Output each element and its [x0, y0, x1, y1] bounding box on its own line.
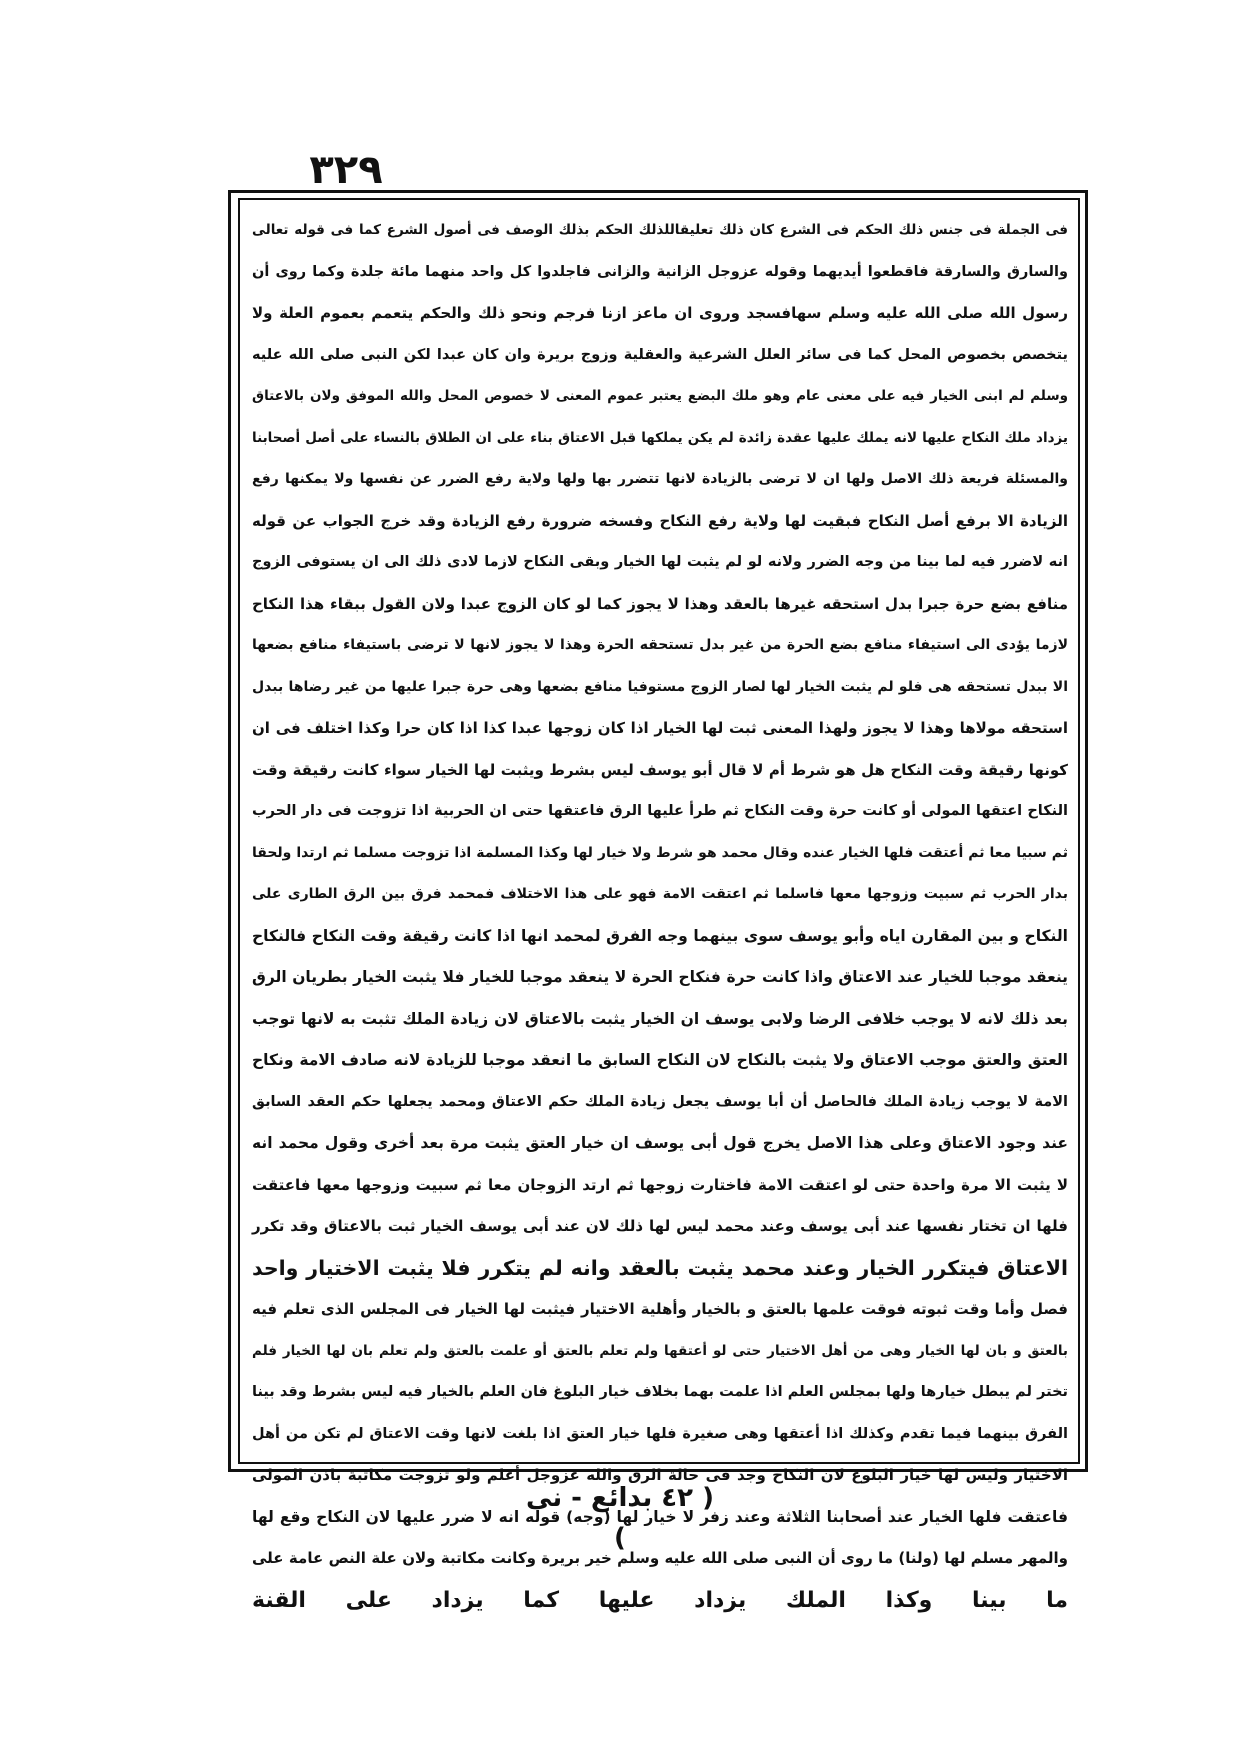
text-line: وسلم لم ابنى الخيار فيه على معنى عام وهو ملك البضع يعتبر عموم المعنى لا خصوص المحل والله الموفق ولان بالاعتاق: [252, 388, 1068, 404]
text-line: كونها رقيقة وقت النكاح هل هو شرط أم لا قال أبو يوسف ليس بشرط ويثبت لها الخيار سواء كانت رقيقة وقت: [252, 760, 1068, 779]
text-line: بعد ذلك لانه لا يوجب خلافى الرضا ولابى يوسف ان الخيار يثبت بالاعتاق لان زيادة الملك تثبت به لانها توجب: [252, 1009, 1068, 1028]
text-line: يتخصص بخصوص المحل كما فى سائر العلل الشرعية والعقلية وزوج بريرة وان كان عبدا لكن النبى صلى الله عليه: [252, 346, 1068, 363]
text-line: والمهر مسلم لها (ولنا) ما روى أن النبى صلى الله عليه وسلم خير بريرة وكانت مكاتبة ولان علة النص عامة على: [252, 1549, 1068, 1567]
text-line: بالعتق و بان لها الخيار وهى من أهل الاختيار حتى لو أعتقها ولم تعلم بالعتق أو علمت بالعتق ولم تعلم بان لها الخيار فلم: [252, 1342, 1068, 1359]
text-line: والمسئلة فريعة ذلك الاصل ولها ان لا ترضى بالزيادة لانها تتضرر بها ولها ولاية رفع الضرر عن نفسها ولا يمكنها رفع: [252, 471, 1068, 487]
text-line: تختر لم يبطل خيارها ولها بمجلس العلم اذا علمت بهما بخلاف خيار البلوغ فان العلم بالخيار فيه ليس بشرط وقد بينا: [252, 1384, 1068, 1400]
text-line: الا ببدل تستحقه هى فلو لم يثبت الخيار لها لصار الزوج مستوفيا منافع بضعها وهى حرة جبرا عليها من غير رضاها ببدل: [252, 678, 1068, 695]
text-line: الاعتاق فيتكرر الخيار وعند محمد يثبت بالعقد وانه لم يتكرر فلا يثبت الاختيار واحد: [252, 1255, 1068, 1280]
text-line: ينعقد موجبا للخيار عند الاعتاق واذا كانت حرة فنكاح الحرة لا ينعقد موجبا للخيار فلا يثبت الخيار بطريان الرق: [252, 968, 1068, 986]
text-line: لا يثبت الا مرة واحدة حتى لو اعتقت الامة فاختارت زوجها ثم ارتد الزوجان معا ثم سبيت وزوجها معها فاعتقت: [252, 1175, 1068, 1194]
text-line: النكاح و بين المقارن اياه وأبو يوسف سوى بينهما وجه الفرق لمحمد انها اذا كانت رقيقة وقت النكاح فالنكاح: [252, 926, 1068, 945]
page-number: ٣٢٩: [309, 147, 383, 193]
text-line: ما بينا وكذا الملك يزداد عليها كما يزداد على القنة: [252, 1587, 1068, 1613]
text-line: عند وجود الاعتاق وعلى هذا الاصل يخرج قول أبى يوسف ان خيار العتق يثبت مرة بعد أخرى وقول محمد انه: [252, 1134, 1068, 1152]
text-line: فلها ان تختار نفسها عند أبى يوسف وعند محمد ليس لها ذلك لان عند أبى يوسف الخيار ثبت بالاعتاق وقد تكرر: [252, 1217, 1068, 1235]
footer-signature: ( ٤٢ بدائع - نى ): [526, 1483, 714, 1553]
text-line: منافع بضع حرة جبرا بدل استحقه غيرها بالعقد وهذا لا يجوز كما لو كان الزوج عبدا ولان القول ببقاء هذا النكاح: [252, 594, 1068, 613]
text-line: استحقه مولاها وهذا لا يجوز ولهذا المعنى ثبت لها الخيار اذا كان زوجها عبدا كذا اذا كان حرا وكذا اختلف فى ان: [252, 719, 1068, 737]
text-line: والسارق والسارقة فاقطعوا أيديهما وقوله عزوجل الزانية والزانى فاجلدوا كل واحد منهما مائة جلدة وكما روى أن: [252, 263, 1068, 280]
text-line: الاختيار وليس لها خيار البلوغ لان النكاح وجد فى حالة الرق والله عزوجل أعلم ولو تزوجت مكاتبة باذن المولى: [252, 1466, 1068, 1484]
text-line: فصل وأما وقت ثبوته فوقت علمها بالعتق و بالخيار وأهلية الاختيار فيثبت لها الخيار فى المجلس الذى تعلم فيه: [252, 1300, 1068, 1318]
text-line: النكاح اعتقها المولى أو كانت حرة وقت النكاح ثم طرأ عليها الرق فاعتقها حتى ان الحربية اذا تزوجت فى دار الحرب: [252, 803, 1068, 819]
text-line: الزيادة الا برفع أصل النكاح فبقيت لها ولاية رفع النكاح وفسخه ضرورة رفع الزيادة وقد خرج الجواب عن قوله: [252, 511, 1068, 530]
text-line: بدار الحرب ثم سبيت وزوجها معها فاسلما ثم اعتقت الامة فهو على هذا الاختلاف فمحمد فرق بين الرق الطارى على: [252, 886, 1068, 902]
text-line: فاعتقت فلها الخيار عند أصحابنا الثلاثة وعند زفر لا خيار لها (وجه) قوله انه لا ضرر عليها لان النكاح وقع لها: [252, 1507, 1068, 1526]
text-line: العتق والعتق موجب الاعتاق ولا يثبت بالنكاح لان النكاح السابق ما انعقد موجبا للزيادة لانه صادف الامة ونكاح: [252, 1051, 1068, 1069]
text-line: رسول الله صلى الله عليه وسلم سهافسجد وروى ان ماعز ازنا فرجم ونحو ذلك والحكم يتعمم بعموم العلة ولا: [252, 304, 1068, 322]
text-line: انه لاضرر فيه لما بينا من وجه الضرر ولانه لو لم يثبت لها الخيار وبقى النكاح لازما لادى ذلك الى ان يستوفى الزوج: [252, 554, 1068, 570]
text-line: يزداد ملك النكاح عليها لانه يملك عليها عقدة زائدة لم يكن يملكها قبل الاعتاق بناء على ان الطلاق بالنساء على أصل أصحابنا: [252, 429, 1068, 446]
text-line: الامة لا يوجب زيادة الملك فالحاصل أن أبا يوسف يجعل زيادة الملك حكم الاعتاق ومحمد يجعلها حكم العقد السابق: [252, 1093, 1068, 1110]
text-line: ثم سبيا معا ثم أعتقت فلها الخيار عنده وقال محمد هو شرط ولا خيار لها وكذا المسلمة اذا تزوجت مسلما ثم ارتدا ولحقا: [252, 844, 1068, 861]
text-line: الفرق بينهما فيما تقدم وكذلك اذا أعتقها وهى صغيرة فلها خيار العتق اذا بلغت لانها وقت الاعتاق لم تكن من أهل: [252, 1425, 1068, 1442]
text-line: لازما يؤدى الى استيفاء منافع بضع الحرة من غير بدل تستحقه الحرة وهذا لا يجوز لانها لا ترضى باستيفاء منافع بضعها: [252, 637, 1068, 653]
text-line: فى الجملة فى جنس ذلك الحكم فى الشرع كان ذلك تعليقاللذلك الحكم بذلك الوصف فى أصول الشرع كما فى قوله تعالى: [252, 222, 1068, 238]
